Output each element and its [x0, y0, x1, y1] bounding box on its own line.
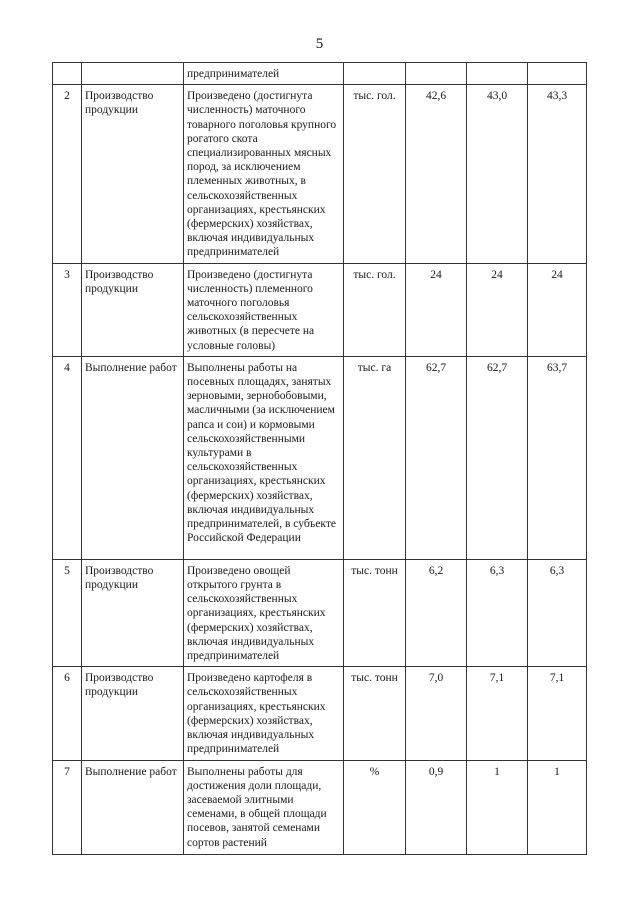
table-row	[53, 85, 587, 263]
row-unit: тыс. га	[344, 356, 406, 559]
row-unit: тыс. гол.	[344, 85, 406, 263]
row-unit	[344, 63, 406, 85]
row-value-2: 43,0	[467, 85, 528, 263]
page-number: 5	[315, 36, 324, 52]
row-unit: тыс. гол.	[344, 263, 406, 356]
row-type: Выполнение работ	[82, 356, 184, 559]
row-value-3: 43,3	[528, 85, 587, 263]
row-description: предпринимателей	[184, 63, 344, 85]
row-unit: %	[344, 760, 406, 854]
row-number: 4	[53, 356, 82, 559]
row-type: Производство продукции	[82, 667, 184, 760]
indicators-table	[52, 62, 587, 855]
row-number: 7	[53, 760, 82, 854]
table-row	[53, 667, 587, 760]
row-type: Производство продукции	[82, 263, 184, 356]
row-description: Произведено (достигнута численность) племенного маточного поголовья сельскохозяйственных животных (в пересчете на условные головы)	[184, 263, 344, 356]
table-row	[53, 356, 587, 559]
row-description: Выполнены работы на посевных площадях, занятых зерновыми, зернобобовыми, масличными (за исключением рапса и сои) и кормовыми сельскохозяйственными культурами в сельскохозяйственных организациях, крестьянских (фермерских) хозяйствах, включая индивидуальных предпринимателей, в субъекте Российской Федерации	[184, 356, 344, 559]
row-number: 5	[53, 559, 82, 666]
row-value-3: 63,7	[528, 356, 587, 559]
row-unit: тыс. тонн	[344, 667, 406, 760]
row-value-1: 6,2	[406, 559, 467, 666]
row-number	[53, 63, 82, 85]
row-value-2: 6,3	[467, 559, 528, 666]
row-value-1	[406, 63, 467, 85]
row-value-1: 42,6	[406, 85, 467, 263]
row-type: Производство продукции	[82, 85, 184, 263]
row-number: 3	[53, 263, 82, 356]
row-type: Выполнение работ	[82, 760, 184, 854]
row-description: Выполнены работы для достижения доли площади, засеваемой элитными семенами, в общей площади посевов, занятой семенами сортов растений	[184, 760, 344, 854]
row-value-2	[467, 63, 528, 85]
row-description: Произведено картофеля в сельскохозяйственных организациях, крестьянских (фермерских) хозяйствах, включая индивидуальных предпринимателей	[184, 667, 344, 760]
row-description: Произведено (достигнута численность) маточного товарного поголовья крупного рогатого скота специализированных мясных пород, за исключением племенных животных, в сельскохозяйственных организациях, крестьянских (фермерских) хозяйствах, включая индивидуальных предпринимателей	[184, 85, 344, 263]
row-value-3: 7,1	[528, 667, 587, 760]
row-type: Производство продукции	[82, 559, 184, 666]
row-value-2: 1	[467, 760, 528, 854]
row-value-2: 24	[467, 263, 528, 356]
row-value-3	[528, 63, 587, 85]
table-row	[53, 559, 587, 666]
table-row	[53, 263, 587, 356]
row-value-1: 24	[406, 263, 467, 356]
table-row	[53, 63, 587, 85]
row-value-1: 62,7	[406, 356, 467, 559]
row-value-3: 6,3	[528, 559, 587, 666]
row-value-1: 7,0	[406, 667, 467, 760]
row-value-2: 62,7	[467, 356, 528, 559]
row-type	[82, 63, 184, 85]
table-row	[53, 760, 587, 854]
row-description: Произведено овощей открытого грунта в сельскохозяйственных организациях, крестьянских (фермерских) хозяйствах, включая индивидуальных предпринимателей	[184, 559, 344, 666]
row-value-3: 24	[528, 263, 587, 356]
row-value-3: 1	[528, 760, 587, 854]
row-number: 6	[53, 667, 82, 760]
row-value-1: 0,9	[406, 760, 467, 854]
row-value-2: 7,1	[467, 667, 528, 760]
row-number: 2	[53, 85, 82, 263]
row-unit: тыс. тонн	[344, 559, 406, 666]
